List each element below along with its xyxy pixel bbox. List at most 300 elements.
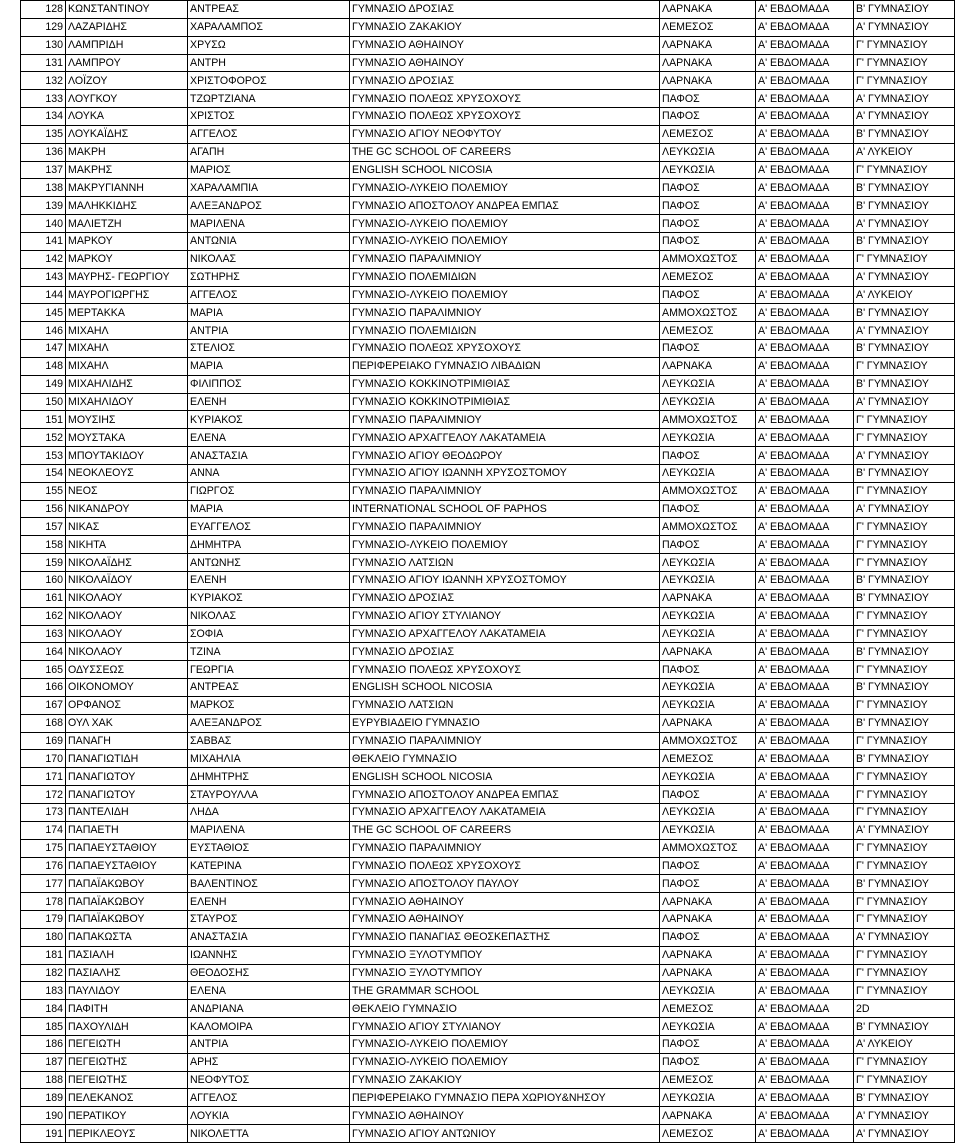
grade-cell: Β' ΓΥΜΝΑΣΙΟΥ (854, 1018, 955, 1036)
table-row (21, 54, 955, 72)
school-cell: ΓΥΜΝΑΣΙΟ ΑΘΗΑΙΝΟΥ (350, 893, 660, 911)
row-number: 136 (21, 143, 66, 161)
city-cell: ΛΕΜΕΣΟΣ (660, 268, 756, 286)
school-cell: ΓΥΜΝΑΣΙΟ-ΛΥΚΕΙΟ ΠΟΛΕΜΙΟΥ (350, 286, 660, 304)
grade-cell: Β' ΓΥΜΝΑΣΙΟΥ (854, 714, 955, 732)
grade-cell: Α' ΓΥΜΝΑΣΙΟΥ (854, 393, 955, 411)
city-cell: ΠΑΦΟΣ (660, 536, 756, 554)
week-group-cell: Α' ΕΒΔΟΜΑΔΑ (756, 893, 854, 911)
table-row (21, 72, 955, 90)
row-number: 185 (21, 1018, 66, 1036)
city-cell: ΠΑΦΟΣ (660, 340, 756, 358)
surname-cell: ΠΕΡΙΚΛΕΟΥΣ (66, 1125, 188, 1143)
table-row (21, 572, 955, 590)
first-name-cell: ΧΡΙΣΤΟΣ (188, 108, 350, 126)
week-group-cell: Α' ΕΒΔΟΜΑΔΑ (756, 18, 854, 36)
first-name-cell: ΜΑΡΙΛΕΝΑ (188, 215, 350, 233)
table-row (21, 1125, 955, 1143)
table-row (21, 161, 955, 179)
school-cell: ΓΥΜΝΑΣΙΟ ΑΘΗΑΙΝΟΥ (350, 36, 660, 54)
first-name-cell: ΑΛΕΞΑΝΔΡΟΣ (188, 714, 350, 732)
surname-cell: ΟΡΦΑΝΟΣ (66, 696, 188, 714)
school-cell: ΓΥΜΝΑΣΙΟ ΠΟΛΕΜΙΔΙΩΝ (350, 268, 660, 286)
school-cell: ΕΥΡΥΒΙΑΔΕΙΟ ΓΥΜΝΑΣΙΟ (350, 714, 660, 732)
first-name-cell: ΝΕΟΦΥΤΟΣ (188, 1071, 350, 1089)
surname-cell: ΠΑΠΑΕΥΣΤΑΘΙΟΥ (66, 857, 188, 875)
grade-cell: Α' ΓΥΜΝΑΣΙΟΥ (854, 322, 955, 340)
school-cell: ΓΥΜΝΑΣΙΟ ΞΥΛΟΤΥΜΠΟΥ (350, 964, 660, 982)
week-group-cell: Α' ΕΒΔΟΜΑΔΑ (756, 964, 854, 982)
school-cell: ΓΥΜΝΑΣΙΟ ΑΡΧΑΓΓΕΛΟΥ ΛΑΚΑΤΑΜΕΙΑ (350, 803, 660, 821)
table-row (21, 1035, 955, 1053)
surname-cell: ΝΕΟΚΛΕΟΥΣ (66, 464, 188, 482)
row-number: 177 (21, 875, 66, 893)
grade-cell: Γ' ΓΥΜΝΑΣΙΟΥ (854, 429, 955, 447)
first-name-cell: ΚΑΤΕΡΙΝΑ (188, 857, 350, 875)
row-number: 143 (21, 268, 66, 286)
city-cell: ΛΑΡΝΑΚΑ (660, 589, 756, 607)
city-cell: ΛΑΡΝΑΚΑ (660, 964, 756, 982)
table-row (21, 982, 955, 1000)
table-row (21, 946, 955, 964)
table-row (21, 839, 955, 857)
city-cell: ΠΑΦΟΣ (660, 286, 756, 304)
row-number: 183 (21, 982, 66, 1000)
city-cell: ΛΕΜΕΣΟΣ (660, 1000, 756, 1018)
first-name-cell: ΑΝΤΡΙΑ (188, 322, 350, 340)
week-group-cell: Α' ΕΒΔΟΜΑΔΑ (756, 875, 854, 893)
row-number: 154 (21, 464, 66, 482)
grade-cell: Α' ΓΥΜΝΑΣΙΟΥ (854, 928, 955, 946)
city-cell: ΛΕΥΚΩΣΙΑ (660, 625, 756, 643)
row-number: 170 (21, 750, 66, 768)
surname-cell: ΜΑΚΡΥΓΙΑΝΝΗ (66, 179, 188, 197)
week-group-cell: Α' ΕΒΔΟΜΑΔΑ (756, 607, 854, 625)
surname-cell: ΛΑΜΠΡΟΥ (66, 54, 188, 72)
grade-cell: Γ' ΓΥΜΝΑΣΙΟΥ (854, 482, 955, 500)
grade-cell: Γ' ΓΥΜΝΑΣΙΟΥ (854, 911, 955, 929)
week-group-cell: Α' ΕΒΔΟΜΑΔΑ (756, 357, 854, 375)
grade-cell: Α' ΓΥΜΝΑΣΙΟΥ (854, 268, 955, 286)
table-row (21, 482, 955, 500)
city-cell: ΛΕΥΚΩΣΙΑ (660, 161, 756, 179)
row-number: 142 (21, 250, 66, 268)
week-group-cell: Α' ΕΒΔΟΜΑΔΑ (756, 90, 854, 108)
surname-cell: ΠΑΠΑΚΩΣΤΑ (66, 928, 188, 946)
surname-cell: ΝΙΚΗΤΑ (66, 536, 188, 554)
school-cell: ΓΥΜΝΑΣΙΟ ΑΓΙΟΥ ΑΝΤΩΝΙΟΥ (350, 1125, 660, 1143)
row-number: 187 (21, 1053, 66, 1071)
city-cell: ΠΑΦΟΣ (660, 447, 756, 465)
city-cell: ΛΑΡΝΑΚΑ (660, 54, 756, 72)
week-group-cell: Α' ΕΒΔΟΜΑΔΑ (756, 429, 854, 447)
first-name-cell: ΧΑΡΑΛΑΜΠΟΣ (188, 18, 350, 36)
grade-cell: Β' ΓΥΜΝΑΣΙΟΥ (854, 179, 955, 197)
week-group-cell: Α' ΕΒΔΟΜΑΔΑ (756, 447, 854, 465)
week-group-cell: Α' ΕΒΔΟΜΑΔΑ (756, 161, 854, 179)
table-row (21, 875, 955, 893)
row-number: 184 (21, 1000, 66, 1018)
city-cell: ΑΜΜΟΧΩΣΤΟΣ (660, 411, 756, 429)
grade-cell: Α' ΓΥΜΝΑΣΙΟΥ (854, 447, 955, 465)
surname-cell: ΛΟΥΚΑΪΔΗΣ (66, 125, 188, 143)
week-group-cell: Α' ΕΒΔΟΜΑΔΑ (756, 482, 854, 500)
surname-cell: ΜΑΥΡΗΣ- ΓΕΩΡΓΙΟΥ (66, 268, 188, 286)
school-cell: ΓΥΜΝΑΣΙΟ-ΛΥΚΕΙΟ ΠΟΛΕΜΙΟΥ (350, 232, 660, 250)
city-cell: ΛΕΜΕΣΟΣ (660, 322, 756, 340)
first-name-cell: ΜΙΧΑΗΛΙΑ (188, 750, 350, 768)
grade-cell: Β' ΓΥΜΝΑΣΙΟΥ (854, 464, 955, 482)
school-cell: ΓΥΜΝΑΣΙΟ ΑΘΗΑΙΝΟΥ (350, 911, 660, 929)
grade-cell: Α' ΛΥΚΕΙΟΥ (854, 143, 955, 161)
city-cell: ΠΑΦΟΣ (660, 197, 756, 215)
participants-table (20, 0, 955, 1143)
school-cell: ΓΥΜΝΑΣΙΟ ΔΡΟΣΙΑΣ (350, 643, 660, 661)
school-cell: ΓΥΜΝΑΣΙΟ ΑΘΗΑΙΝΟΥ (350, 1107, 660, 1125)
week-group-cell: Α' ΕΒΔΟΜΑΔΑ (756, 911, 854, 929)
city-cell: ΠΑΦΟΣ (660, 108, 756, 126)
grade-cell: Β' ΓΥΜΝΑΣΙΟΥ (854, 679, 955, 697)
city-cell: ΑΜΜΟΧΩΣΤΟΣ (660, 304, 756, 322)
table-row (21, 928, 955, 946)
city-cell: ΛΑΡΝΑΚΑ (660, 946, 756, 964)
week-group-cell: Α' ΕΒΔΟΜΑΔΑ (756, 732, 854, 750)
table-row (21, 357, 955, 375)
grade-cell: Γ' ΓΥΜΝΑΣΙΟΥ (854, 982, 955, 1000)
week-group-cell: Α' ΕΒΔΟΜΑΔΑ (756, 179, 854, 197)
surname-cell: ΜΙΧΑΗΛΙΔΗΣ (66, 375, 188, 393)
city-cell: ΛΕΥΚΩΣΙΑ (660, 143, 756, 161)
surname-cell: ΝΙΚΟΛΑΟΥ (66, 625, 188, 643)
table-row (21, 661, 955, 679)
school-cell: ΠΕΡΙΦΕΡΕΙΑΚΟ ΓΥΜΝΑΣΙΟ ΛΙΒΑΔΙΩΝ (350, 357, 660, 375)
row-number: 149 (21, 375, 66, 393)
table-row (21, 1018, 955, 1036)
city-cell: ΠΑΦΟΣ (660, 786, 756, 804)
table-row (21, 1053, 955, 1071)
first-name-cell: ΕΛΕΝΗ (188, 893, 350, 911)
grade-cell: Α' ΓΥΜΝΑΣΙΟΥ (854, 821, 955, 839)
week-group-cell: Α' ΕΒΔΟΜΑΔΑ (756, 286, 854, 304)
grade-cell: Γ' ΓΥΜΝΑΣΙΟΥ (854, 803, 955, 821)
row-number: 146 (21, 322, 66, 340)
first-name-cell: ΔΗΜΗΤΡΗΣ (188, 768, 350, 786)
surname-cell: ΠΕΓΕΙΩΤΗ (66, 1035, 188, 1053)
week-group-cell: Α' ΕΒΔΟΜΑΔΑ (756, 304, 854, 322)
grade-cell: Β' ΓΥΜΝΑΣΙΟΥ (854, 875, 955, 893)
week-group-cell: Α' ΕΒΔΟΜΑΔΑ (756, 1, 854, 19)
school-cell: ΓΥΜΝΑΣΙΟ ΚΟΚΚΙΝΟΤΡΙΜΙΘΙΑΣ (350, 393, 660, 411)
surname-cell: ΛΟΪΖΟΥ (66, 72, 188, 90)
surname-cell: ΜΑΛΙΕΤΖΗ (66, 215, 188, 233)
grade-cell: Γ' ΓΥΜΝΑΣΙΟΥ (854, 1071, 955, 1089)
week-group-cell: Α' ΕΒΔΟΜΑΔΑ (756, 54, 854, 72)
school-cell: ΘΕΚΛΕΙΟ ΓΥΜΝΑΣΙΟ (350, 750, 660, 768)
row-number: 133 (21, 90, 66, 108)
surname-cell: ΝΙΚΟΛΑΟΥ (66, 589, 188, 607)
school-cell: ENGLISH SCHOOL NICOSIA (350, 679, 660, 697)
city-cell: ΠΑΦΟΣ (660, 90, 756, 108)
table-row (21, 108, 955, 126)
table-row (21, 179, 955, 197)
row-number: 139 (21, 197, 66, 215)
first-name-cell: ΜΑΡΙΟΣ (188, 161, 350, 179)
grade-cell: Γ' ΓΥΜΝΑΣΙΟΥ (854, 161, 955, 179)
table-row (21, 518, 955, 536)
first-name-cell: ΛΟΥΚΙΑ (188, 1107, 350, 1125)
first-name-cell: ΑΝΑΣΤΑΣΙΑ (188, 928, 350, 946)
row-number: 156 (21, 500, 66, 518)
grade-cell: Α' ΓΥΜΝΑΣΙΟΥ (854, 90, 955, 108)
week-group-cell: Α' ΕΒΔΟΜΑΔΑ (756, 125, 854, 143)
first-name-cell: ΜΑΡΚΟΣ (188, 696, 350, 714)
week-group-cell: Α' ΕΒΔΟΜΑΔΑ (756, 500, 854, 518)
first-name-cell: ΘΕΟΔΟΣΗΣ (188, 964, 350, 982)
first-name-cell: ΣΟΦΙΑ (188, 625, 350, 643)
city-cell: ΛΑΡΝΑΚΑ (660, 893, 756, 911)
table-row (21, 393, 955, 411)
first-name-cell: ΑΝΤΩΝΙΑ (188, 232, 350, 250)
grade-cell: Α' ΓΥΜΝΑΣΙΟΥ (854, 215, 955, 233)
week-group-cell: Α' ΕΒΔΟΜΑΔΑ (756, 1107, 854, 1125)
first-name-cell: ΜΑΡΙΛΕΝΑ (188, 821, 350, 839)
city-cell: ΛΕΜΕΣΟΣ (660, 750, 756, 768)
week-group-cell: Α' ΕΒΔΟΜΑΔΑ (756, 518, 854, 536)
city-cell: ΛΕΥΚΩΣΙΑ (660, 982, 756, 1000)
table-row (21, 304, 955, 322)
table-row (21, 857, 955, 875)
city-cell: ΛΑΡΝΑΚΑ (660, 643, 756, 661)
city-cell: ΠΑΦΟΣ (660, 215, 756, 233)
surname-cell: ΠΑΥΛΙΔΟΥ (66, 982, 188, 1000)
table-row (21, 429, 955, 447)
school-cell: ΓΥΜΝΑΣΙΟ ΚΟΚΚΙΝΟΤΡΙΜΙΘΙΑΣ (350, 375, 660, 393)
row-number: 145 (21, 304, 66, 322)
table-row (21, 286, 955, 304)
row-number: 169 (21, 732, 66, 750)
school-cell: ΓΥΜΝΑΣΙΟ ΛΑΤΣΙΩΝ (350, 696, 660, 714)
table-row (21, 464, 955, 482)
table-row (21, 215, 955, 233)
city-cell: ΠΑΦΟΣ (660, 1053, 756, 1071)
table-row (21, 589, 955, 607)
row-number: 138 (21, 179, 66, 197)
table-row (21, 714, 955, 732)
surname-cell: ΠΑΠΑΪΑΚΩΒΟΥ (66, 875, 188, 893)
grade-cell: Α' ΓΥΜΝΑΣΙΟΥ (854, 108, 955, 126)
grade-cell: Γ' ΓΥΜΝΑΣΙΟΥ (854, 786, 955, 804)
city-cell: ΠΑΦΟΣ (660, 232, 756, 250)
week-group-cell: Α' ΕΒΔΟΜΑΔΑ (756, 197, 854, 215)
first-name-cell: ΧΡΥΣΩ (188, 36, 350, 54)
school-cell: ΓΥΜΝΑΣΙΟ ΑΠΟΣΤΟΛΟΥ ΑΝΔΡΕΑ ΕΜΠΑΣ (350, 786, 660, 804)
row-number: 151 (21, 411, 66, 429)
school-cell: ΓΥΜΝΑΣΙΟ ΑΓΙΟΥ ΝΕΟΦΥΤΟΥ (350, 125, 660, 143)
first-name-cell: ΕΛΕΝΑ (188, 429, 350, 447)
city-cell: ΛΑΡΝΑΚΑ (660, 714, 756, 732)
week-group-cell: Α' ΕΒΔΟΜΑΔΑ (756, 250, 854, 268)
row-number: 141 (21, 232, 66, 250)
grade-cell: Α' ΓΥΜΝΑΣΙΟΥ (854, 1125, 955, 1143)
table-row (21, 625, 955, 643)
table-row (21, 803, 955, 821)
grade-cell: Β' ΓΥΜΝΑΣΙΟΥ (854, 750, 955, 768)
city-cell: ΠΑΦΟΣ (660, 500, 756, 518)
week-group-cell: Α' ΕΒΔΟΜΑΔΑ (756, 946, 854, 964)
row-number: 188 (21, 1071, 66, 1089)
school-cell: ΓΥΜΝΑΣΙΟ ΠΟΛΕΩΣ ΧΡΥΣΟΧΟΥΣ (350, 857, 660, 875)
school-cell: ΓΥΜΝΑΣΙΟ ΠΟΛΕΩΣ ΧΡΥΣΟΧΟΥΣ (350, 90, 660, 108)
school-cell: ΓΥΜΝΑΣΙΟ ΑΓΙΟΥ ΣΤΥΛΙΑΝΟΥ (350, 607, 660, 625)
grade-cell: Β' ΓΥΜΝΑΣΙΟΥ (854, 1, 955, 19)
first-name-cell: ΜΑΡΙΑ (188, 357, 350, 375)
week-group-cell: Α' ΕΒΔΟΜΑΔΑ (756, 232, 854, 250)
school-cell: ΓΥΜΝΑΣΙΟ ΑΓΙΟΥ ΣΤΥΛΙΑΝΟΥ (350, 1018, 660, 1036)
table-row (21, 322, 955, 340)
surname-cell: ΠΑΠΑΪΑΚΩΒΟΥ (66, 893, 188, 911)
row-number: 171 (21, 768, 66, 786)
city-cell: ΠΑΦΟΣ (660, 875, 756, 893)
row-number: 181 (21, 946, 66, 964)
week-group-cell: Α' ΕΒΔΟΜΑΔΑ (756, 857, 854, 875)
first-name-cell: ΧΡΙΣΤΟΦΟΡΟΣ (188, 72, 350, 90)
school-cell: ΓΥΜΝΑΣΙΟ-ΛΥΚΕΙΟ ΠΟΛΕΜΙΟΥ (350, 179, 660, 197)
grade-cell: Γ' ΓΥΜΝΑΣΙΟΥ (854, 893, 955, 911)
table-row (21, 643, 955, 661)
week-group-cell: Α' ΕΒΔΟΜΑΔΑ (756, 839, 854, 857)
row-number: 130 (21, 36, 66, 54)
table-row (21, 197, 955, 215)
school-cell: ΓΥΜΝΑΣΙΟ ΔΡΟΣΙΑΣ (350, 1, 660, 19)
week-group-cell: Α' ΕΒΔΟΜΑΔΑ (756, 215, 854, 233)
city-cell: ΛΕΜΕΣΟΣ (660, 1125, 756, 1143)
school-cell: THE GC SCHOOL OF CAREERS (350, 143, 660, 161)
week-group-cell: Α' ΕΒΔΟΜΑΔΑ (756, 143, 854, 161)
surname-cell: ΠΕΓΕΙΩΤΗΣ (66, 1071, 188, 1089)
first-name-cell: ΕΥΣΤΑΘΙΟΣ (188, 839, 350, 857)
week-group-cell: Α' ΕΒΔΟΜΑΔΑ (756, 928, 854, 946)
school-cell: ΓΥΜΝΑΣΙΟ ΔΡΟΣΙΑΣ (350, 72, 660, 90)
first-name-cell: ΓΕΩΡΓΙΑ (188, 661, 350, 679)
surname-cell: ΛΟΥΚΑ (66, 108, 188, 126)
week-group-cell: Α' ΕΒΔΟΜΑΔΑ (756, 803, 854, 821)
grade-cell: Α' ΛΥΚΕΙΟΥ (854, 286, 955, 304)
table-row (21, 232, 955, 250)
row-number: 129 (21, 18, 66, 36)
row-number: 134 (21, 108, 66, 126)
school-cell: ΓΥΜΝΑΣΙΟ ΑΓΙΟΥ ΙΩΑΝΝΗ ΧΡΥΣΟΣΤΟΜΟΥ (350, 572, 660, 590)
week-group-cell: Α' ΕΒΔΟΜΑΔΑ (756, 572, 854, 590)
table-row (21, 1107, 955, 1125)
grade-cell: Γ' ΓΥΜΝΑΣΙΟΥ (854, 554, 955, 572)
week-group-cell: Α' ΕΒΔΟΜΑΔΑ (756, 786, 854, 804)
row-number: 176 (21, 857, 66, 875)
row-number: 179 (21, 911, 66, 929)
row-number: 152 (21, 429, 66, 447)
school-cell: ΓΥΜΝΑΣΙΟ ΠΑΡΑΛΙΜΝΙΟΥ (350, 839, 660, 857)
row-number: 131 (21, 54, 66, 72)
surname-cell: ΜΙΧΑΗΛ (66, 340, 188, 358)
surname-cell: ΜΠΟΥΤΑΚΙΔΟΥ (66, 447, 188, 465)
row-number: 144 (21, 286, 66, 304)
grade-cell: Γ' ΓΥΜΝΑΣΙΟΥ (854, 661, 955, 679)
first-name-cell: ΑΝΤΡΕΑΣ (188, 1, 350, 19)
grade-cell: Γ' ΓΥΜΝΑΣΙΟΥ (854, 696, 955, 714)
school-cell: ΓΥΜΝΑΣΙΟ ΞΥΛΟΤΥΜΠΟΥ (350, 946, 660, 964)
row-number: 189 (21, 1089, 66, 1107)
school-cell: ΓΥΜΝΑΣΙΟ ΠΑΡΑΛΙΜΝΙΟΥ (350, 732, 660, 750)
week-group-cell: Α' ΕΒΔΟΜΑΔΑ (756, 714, 854, 732)
table-row (21, 447, 955, 465)
row-number: 159 (21, 554, 66, 572)
school-cell: ΓΥΜΝΑΣΙΟ ΠΟΛΕΜΙΔΙΩΝ (350, 322, 660, 340)
city-cell: ΛΑΡΝΑΚΑ (660, 72, 756, 90)
grade-cell: Γ' ΓΥΜΝΑΣΙΟΥ (854, 607, 955, 625)
school-cell: ΓΥΜΝΑΣΙΟ ΠΟΛΕΩΣ ΧΡΥΣΟΧΟΥΣ (350, 108, 660, 126)
week-group-cell: Α' ΕΒΔΟΜΑΔΑ (756, 1000, 854, 1018)
school-cell: ΓΥΜΝΑΣΙΟ-ΛΥΚΕΙΟ ΠΟΛΕΜΙΟΥ (350, 1053, 660, 1071)
table-row (21, 1000, 955, 1018)
surname-cell: ΠΕΡΑΤΙΚΟΥ (66, 1107, 188, 1125)
school-cell: ΘΕΚΛΕΙΟ ΓΥΜΝΑΣΙΟ (350, 1000, 660, 1018)
week-group-cell: Α' ΕΒΔΟΜΑΔΑ (756, 340, 854, 358)
surname-cell: ΠΑΠΑΕΤΗ (66, 821, 188, 839)
table-row (21, 911, 955, 929)
school-cell: ΓΥΜΝΑΣΙΟ ΑΓΙΟΥ ΙΩΑΝΝΗ ΧΡΥΣΟΣΤΟΜΟΥ (350, 464, 660, 482)
school-cell: ΓΥΜΝΑΣΙΟ ΑΓΙΟΥ ΘΕΟΔΩΡΟΥ (350, 447, 660, 465)
grade-cell: Α' ΓΥΜΝΑΣΙΟΥ (854, 18, 955, 36)
week-group-cell: Α' ΕΒΔΟΜΑΔΑ (756, 1089, 854, 1107)
city-cell: ΛΕΥΚΩΣΙΑ (660, 803, 756, 821)
first-name-cell: ΧΑΡΑΛΑΜΠΙΑ (188, 179, 350, 197)
city-cell: ΠΑΦΟΣ (660, 928, 756, 946)
week-group-cell: Α' ΕΒΔΟΜΑΔΑ (756, 1053, 854, 1071)
first-name-cell: ΑΝΔΡΙΑΝΑ (188, 1000, 350, 1018)
week-group-cell: Α' ΕΒΔΟΜΑΔΑ (756, 375, 854, 393)
table-row (21, 375, 955, 393)
city-cell: ΛΕΥΚΩΣΙΑ (660, 1018, 756, 1036)
row-number: 178 (21, 893, 66, 911)
school-cell: ΓΥΜΝΑΣΙΟ ΖΑΚΑΚΙΟΥ (350, 18, 660, 36)
city-cell: ΛΕΥΚΩΣΙΑ (660, 464, 756, 482)
city-cell: ΑΜΜΟΧΩΣΤΟΣ (660, 250, 756, 268)
table-row (21, 125, 955, 143)
surname-cell: ΛΟΥΓΚΟΥ (66, 90, 188, 108)
week-group-cell: Α' ΕΒΔΟΜΑΔΑ (756, 1071, 854, 1089)
surname-cell: ΜΙΧΑΗΛ (66, 357, 188, 375)
surname-cell: ΠΑΝΑΓΙΩΤΟΥ (66, 768, 188, 786)
week-group-cell: Α' ΕΒΔΟΜΑΔΑ (756, 750, 854, 768)
surname-cell: ΠΕΓΕΙΩΤΗΣ (66, 1053, 188, 1071)
first-name-cell: ΑΓΓΕΛΟΣ (188, 286, 350, 304)
first-name-cell: ΚΥΡΙΑΚΟΣ (188, 589, 350, 607)
row-number: 150 (21, 393, 66, 411)
surname-cell: ΠΑΝΑΓΗ (66, 732, 188, 750)
first-name-cell: ΙΩΑΝΝΗΣ (188, 946, 350, 964)
surname-cell: ΜΑΡΚΟΥ (66, 232, 188, 250)
week-group-cell: Α' ΕΒΔΟΜΑΔΑ (756, 268, 854, 286)
city-cell: ΠΑΦΟΣ (660, 179, 756, 197)
school-cell: ΓΥΜΝΑΣΙΟ ΖΑΚΑΚΙΟΥ (350, 1071, 660, 1089)
school-cell: INTERNATIONAL SCHOOL OF PAPHOS (350, 500, 660, 518)
row-number: 132 (21, 72, 66, 90)
first-name-cell: ΚΥΡΙΑΚΟΣ (188, 411, 350, 429)
city-cell: ΠΑΦΟΣ (660, 857, 756, 875)
week-group-cell: Α' ΕΒΔΟΜΑΔΑ (756, 1035, 854, 1053)
first-name-cell: ΑΝΤΡΕΑΣ (188, 679, 350, 697)
city-cell: ΛΕΥΚΩΣΙΑ (660, 393, 756, 411)
surname-cell: ΠΑΠΑΪΑΚΩΒΟΥ (66, 911, 188, 929)
